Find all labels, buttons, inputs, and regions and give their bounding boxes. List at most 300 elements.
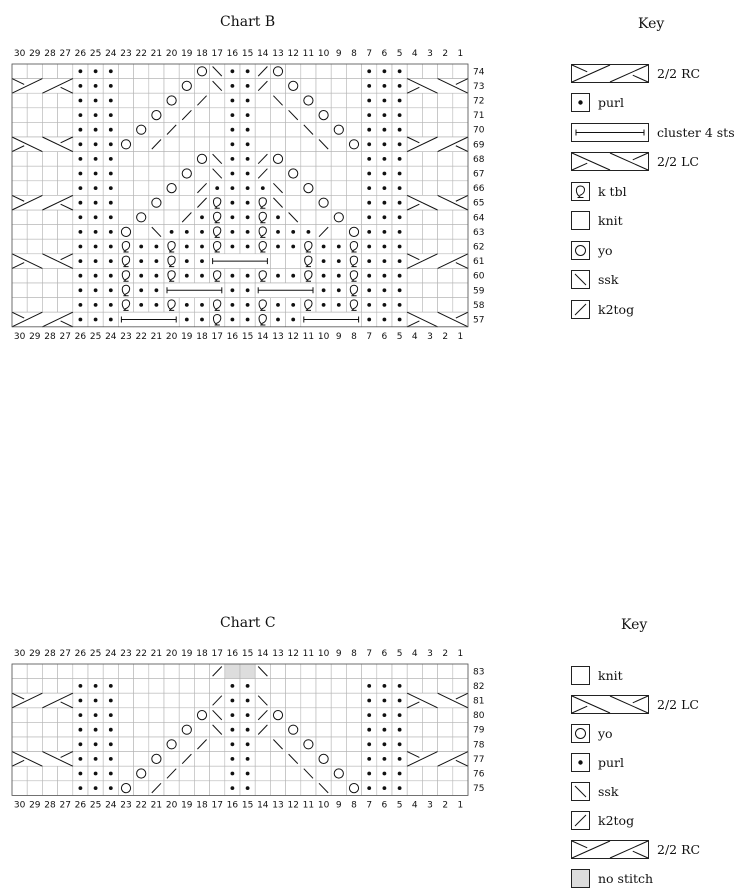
column-number: 29 <box>29 800 41 811</box>
stitch-cell <box>149 664 164 679</box>
stitch-cell <box>179 137 194 152</box>
purl-dot <box>94 742 98 746</box>
purl-dot <box>94 215 98 219</box>
purl-dot <box>246 772 250 776</box>
purl-dot <box>246 757 250 761</box>
column-number: 9 <box>335 49 342 59</box>
stitch-cell <box>286 708 301 723</box>
stitch-cell <box>255 93 270 108</box>
stitch-cell <box>27 268 42 283</box>
stitch-cell <box>134 766 149 781</box>
purl-dot <box>246 786 250 790</box>
stitch-cell <box>12 152 27 167</box>
stitch-cell <box>286 679 301 694</box>
stitch-cell <box>422 268 437 283</box>
stitch-cell <box>134 93 149 108</box>
stitch-cell <box>134 693 149 708</box>
span-cell <box>407 752 468 767</box>
stitch-cell <box>27 781 42 796</box>
stitch-cell <box>58 679 73 694</box>
stitch-cell <box>194 79 209 94</box>
purl-dot <box>383 772 387 776</box>
stitch-cell <box>58 93 73 108</box>
purl-dot <box>383 215 387 219</box>
purl-dot <box>322 303 326 307</box>
stitch-cell <box>316 693 331 708</box>
row-number: 66 <box>473 184 485 195</box>
stitch-cell <box>331 210 346 225</box>
purl-dot <box>231 128 235 132</box>
stitch-cell <box>149 166 164 181</box>
stitch-cell <box>453 166 468 181</box>
column-number: 20 <box>165 331 178 342</box>
purl-dot <box>383 259 387 263</box>
stitch-cell <box>164 664 179 679</box>
column-number: 5 <box>396 649 403 659</box>
stitch-cell <box>438 93 453 108</box>
key-item-yo <box>571 239 613 261</box>
stitch-cell <box>331 752 346 767</box>
stitch-cell <box>331 679 346 694</box>
chart-c-key-title: Key <box>621 617 648 633</box>
purl-dot <box>383 99 387 103</box>
column-number: 7 <box>366 49 373 59</box>
purl-dot <box>367 303 371 307</box>
stitch-cell <box>194 64 209 79</box>
purl-dot <box>200 318 204 322</box>
column-number: 8 <box>351 331 357 342</box>
stitch-cell <box>422 166 437 181</box>
key-item-purl <box>571 751 624 773</box>
column-number: 16 <box>226 649 239 659</box>
purl-dot <box>398 230 402 234</box>
span-cell <box>12 693 73 708</box>
purl-dot <box>276 215 280 219</box>
purl-dot <box>79 728 83 732</box>
stitch-cell <box>286 693 301 708</box>
stitch-cell <box>12 239 27 254</box>
stitch-cell <box>438 64 453 79</box>
stitch-cell <box>270 122 285 137</box>
stitch-cell <box>179 93 194 108</box>
stitch-cell <box>438 298 453 313</box>
ssk-icon <box>571 782 590 801</box>
stitch-cell <box>346 79 361 94</box>
key-item-cluster <box>571 121 735 143</box>
purl-dot <box>109 786 113 790</box>
stitch-cell <box>164 693 179 708</box>
stitch-cell <box>134 64 149 79</box>
stitch-cell <box>194 781 209 796</box>
stitch-cell <box>407 298 422 313</box>
stitch-cell <box>27 122 42 137</box>
column-number: 21 <box>150 800 163 811</box>
column-number: 4 <box>411 331 418 342</box>
chart-b-key-title: Key <box>638 16 665 32</box>
stitch-cell <box>301 679 316 694</box>
stitch-cell <box>286 166 301 181</box>
purl-dot <box>367 259 371 263</box>
stitch-cell <box>331 79 346 94</box>
purl-dot <box>109 245 113 249</box>
purl-dot <box>367 128 371 132</box>
cluster-icon <box>571 123 649 142</box>
stitch-cell <box>118 93 133 108</box>
stitch-cell <box>194 722 209 737</box>
purl-dot <box>398 728 402 732</box>
chart-c-title: Chart C <box>220 615 276 631</box>
purl-dot <box>185 274 189 278</box>
purl-dot <box>231 684 235 688</box>
stitch-cell <box>286 254 301 269</box>
stitch-cell <box>270 708 285 723</box>
stitch-cell <box>134 108 149 123</box>
stitch-cell <box>331 122 346 137</box>
stitch-cell <box>118 752 133 767</box>
stitch-cell <box>286 195 301 210</box>
column-number: 28 <box>44 331 56 342</box>
purl-dot <box>200 274 204 278</box>
stitch-cell <box>422 181 437 196</box>
key-item-cable-rc <box>571 838 700 860</box>
purl-dot <box>383 186 387 190</box>
stitch-cell <box>103 664 118 679</box>
stitch-cell <box>149 64 164 79</box>
column-number: 12 <box>287 49 299 59</box>
column-number: 15 <box>241 49 254 59</box>
stitch-cell <box>134 195 149 210</box>
purl-dot <box>383 742 387 746</box>
row-number: 72 <box>473 96 485 107</box>
purl-dot <box>79 172 83 176</box>
purl-dot <box>231 699 235 703</box>
stitch-cell <box>118 722 133 737</box>
purl-dot <box>94 99 98 103</box>
stitch-cell <box>438 166 453 181</box>
stitch-cell <box>164 166 179 181</box>
purl-dot <box>79 274 83 278</box>
purl-dot <box>367 215 371 219</box>
purl-dot <box>109 230 113 234</box>
chart-b-grid <box>0 40 485 342</box>
purl-dot <box>398 142 402 146</box>
purl-dot <box>139 259 143 263</box>
purl-dot <box>231 99 235 103</box>
purl-dot <box>79 201 83 205</box>
stitch-cell <box>346 181 361 196</box>
stitch-cell <box>118 766 133 781</box>
stitch-cell <box>118 781 133 796</box>
stitch-cell <box>42 781 57 796</box>
purl-dot <box>231 288 235 292</box>
stitch-cell <box>134 210 149 225</box>
stitch-cell <box>316 752 331 767</box>
stitch-cell <box>210 108 225 123</box>
stitch-cell <box>164 195 179 210</box>
stitch-cell <box>301 195 316 210</box>
column-number: 6 <box>381 800 388 811</box>
stitch-cell <box>453 122 468 137</box>
stitch-cell <box>362 664 377 679</box>
column-number: 3 <box>427 331 433 342</box>
column-number: 2 <box>442 800 449 811</box>
stitch-cell <box>301 166 316 181</box>
purl-dot <box>291 245 295 249</box>
span-cell <box>407 312 468 327</box>
column-number: 1 <box>457 649 464 659</box>
purl-dot <box>231 274 235 278</box>
purl-dot <box>246 245 250 249</box>
stitch-cell <box>194 679 209 694</box>
purl-dot <box>109 259 113 263</box>
purl-dot <box>109 728 113 732</box>
stitch-cell <box>331 181 346 196</box>
row-number: 77 <box>473 754 485 765</box>
purl-dot <box>109 128 113 132</box>
purl-dot <box>367 186 371 190</box>
stitch-cell <box>331 225 346 240</box>
row-number: 58 <box>473 300 485 311</box>
stitch-cell <box>149 210 164 225</box>
purl-dot <box>383 201 387 205</box>
purl-dot <box>231 172 235 176</box>
knit-icon <box>571 666 590 685</box>
purl-dot <box>94 303 98 307</box>
stitch-cell <box>58 708 73 723</box>
stitch-cell <box>27 225 42 240</box>
purl-dot <box>231 772 235 776</box>
stitch-cell <box>346 137 361 152</box>
purl-dot <box>398 772 402 776</box>
stitch-cell <box>316 79 331 94</box>
purl-dot <box>94 713 98 717</box>
stitch-cell <box>270 664 285 679</box>
purl-dot <box>367 318 371 322</box>
stitch-cell <box>58 122 73 137</box>
purl-dot <box>79 84 83 88</box>
stitch-cell <box>42 298 57 313</box>
purl-dot <box>383 728 387 732</box>
key-item-knit <box>571 210 623 232</box>
column-number: 25 <box>89 649 102 659</box>
stitch-cell <box>12 737 27 752</box>
stitch-cell <box>316 722 331 737</box>
purl-dot <box>185 230 189 234</box>
purl-dot <box>367 157 371 161</box>
stitch-cell <box>407 781 422 796</box>
stitch-cell <box>438 722 453 737</box>
stitch-cell <box>346 108 361 123</box>
stitch-cell <box>27 93 42 108</box>
stitch-cell <box>301 664 316 679</box>
stitch-cell <box>301 722 316 737</box>
purl-dot <box>231 757 235 761</box>
purl-dot <box>94 157 98 161</box>
purl-dot <box>367 684 371 688</box>
purl-dot <box>398 259 402 263</box>
stitch-cell <box>179 766 194 781</box>
chart-b-title: Chart B <box>220 14 276 30</box>
purl-dot <box>231 157 235 161</box>
column-number: 9 <box>335 331 342 342</box>
column-number: 29 <box>29 331 41 342</box>
purl-dot <box>231 142 235 146</box>
stitch-cell <box>194 122 209 137</box>
purl-dot <box>94 245 98 249</box>
stitch-cell <box>210 137 225 152</box>
stitch-cell <box>118 737 133 752</box>
k2tog-icon <box>571 300 590 319</box>
row-number: 62 <box>473 242 485 253</box>
span-cell <box>12 254 73 269</box>
stitch-cell <box>407 152 422 167</box>
stitch-cell <box>12 166 27 181</box>
stitch-cell <box>164 79 179 94</box>
purl-dot <box>231 786 235 790</box>
purl-dot <box>94 288 98 292</box>
stitch-cell <box>179 737 194 752</box>
purl-dot <box>398 99 402 103</box>
nostitch-icon <box>571 869 590 888</box>
purl-dot <box>79 742 83 746</box>
stitch-cell <box>346 195 361 210</box>
purl-dot <box>185 259 189 263</box>
purl-dot <box>398 757 402 761</box>
purl-dot <box>155 245 159 249</box>
stitch-cell <box>301 93 316 108</box>
column-number: 28 <box>44 649 56 659</box>
row-number: 64 <box>473 213 485 224</box>
stitch-cell <box>58 781 73 796</box>
stitch-cell <box>118 122 133 137</box>
column-number: 28 <box>44 49 56 59</box>
purl-dot <box>185 245 189 249</box>
purl-dot <box>79 713 83 717</box>
column-number: 26 <box>74 49 87 59</box>
column-number: 10 <box>317 49 330 59</box>
purl-dot <box>94 684 98 688</box>
stitch-cell <box>407 679 422 694</box>
stitch-cell <box>12 722 27 737</box>
stitch-cell <box>422 722 437 737</box>
stitch-cell <box>134 152 149 167</box>
purl-dot <box>109 99 113 103</box>
purl-dot <box>246 318 250 322</box>
stitch-cell <box>12 283 27 298</box>
stitch-cell <box>255 137 270 152</box>
stitch-cell <box>422 737 437 752</box>
column-number: 7 <box>366 649 373 659</box>
span-cell <box>12 137 73 152</box>
purl-dot <box>398 288 402 292</box>
purl-dot <box>200 230 204 234</box>
purl-dot <box>109 318 113 322</box>
purl-dot <box>79 69 83 73</box>
stitch-cell <box>255 737 270 752</box>
stitch-cell <box>270 679 285 694</box>
stitch-cell <box>12 766 27 781</box>
stitch-cell <box>42 679 57 694</box>
stitch-cell <box>438 225 453 240</box>
row-numbers <box>473 67 485 325</box>
stitch-cell <box>407 766 422 781</box>
column-number: 19 <box>181 331 193 342</box>
stitch-cell <box>118 225 133 240</box>
key-item-purl <box>571 92 624 114</box>
stitch-cell <box>12 664 27 679</box>
stitch-cell <box>27 737 42 752</box>
column-number: 29 <box>29 49 41 59</box>
column-number: 1 <box>457 800 464 811</box>
stitch-cell <box>422 225 437 240</box>
purl-dot <box>94 172 98 176</box>
stitch-cell <box>438 108 453 123</box>
stitch-cell <box>438 679 453 694</box>
stitch-cell <box>42 268 57 283</box>
purl-dot <box>398 318 402 322</box>
purl-dot <box>246 186 250 190</box>
column-numbers-bottom <box>14 332 463 342</box>
stitch-cell <box>270 166 285 181</box>
stitch-cell <box>453 283 468 298</box>
stitch-cell <box>12 679 27 694</box>
stitch-cell <box>179 181 194 196</box>
stitch-cell <box>301 64 316 79</box>
purl-dot <box>79 757 83 761</box>
stitch-cell <box>179 679 194 694</box>
purl-dot <box>94 230 98 234</box>
stitch-cell <box>118 108 133 123</box>
stitch-cell <box>438 122 453 137</box>
purl-dot <box>231 245 235 249</box>
stitch-cell <box>453 268 468 283</box>
key-label: k2tog <box>598 301 635 317</box>
stitch-cell <box>179 64 194 79</box>
purl-dot <box>109 757 113 761</box>
key-item-cable-lc <box>571 693 699 715</box>
stitch-cell <box>331 93 346 108</box>
stitch-cell <box>286 137 301 152</box>
key-item-yo <box>571 722 613 744</box>
key-label: 2/2 RC <box>657 65 701 81</box>
stitch-cell <box>301 79 316 94</box>
purl-dot <box>383 274 387 278</box>
span-cell <box>12 312 73 327</box>
purl-dot <box>94 274 98 278</box>
column-number: 23 <box>120 649 132 659</box>
stitch-cell <box>407 181 422 196</box>
purl-dot <box>200 215 204 219</box>
purl-dot <box>109 742 113 746</box>
purl-dot <box>170 230 174 234</box>
stitch-cell <box>407 108 422 123</box>
stitch-cell <box>422 708 437 723</box>
key-label: purl <box>598 754 625 770</box>
stitch-cell <box>346 64 361 79</box>
stitch-cell <box>118 708 133 723</box>
stitch-cell <box>194 152 209 167</box>
stitch-cell <box>27 166 42 181</box>
stitch-cell <box>438 268 453 283</box>
span-cell <box>407 195 468 210</box>
purl-dot <box>94 259 98 263</box>
purl-dot <box>109 684 113 688</box>
stitch-cell <box>118 64 133 79</box>
purl-dot <box>231 113 235 117</box>
stitch-cell <box>453 210 468 225</box>
stitch-cell <box>346 210 361 225</box>
stitch-cell <box>286 152 301 167</box>
